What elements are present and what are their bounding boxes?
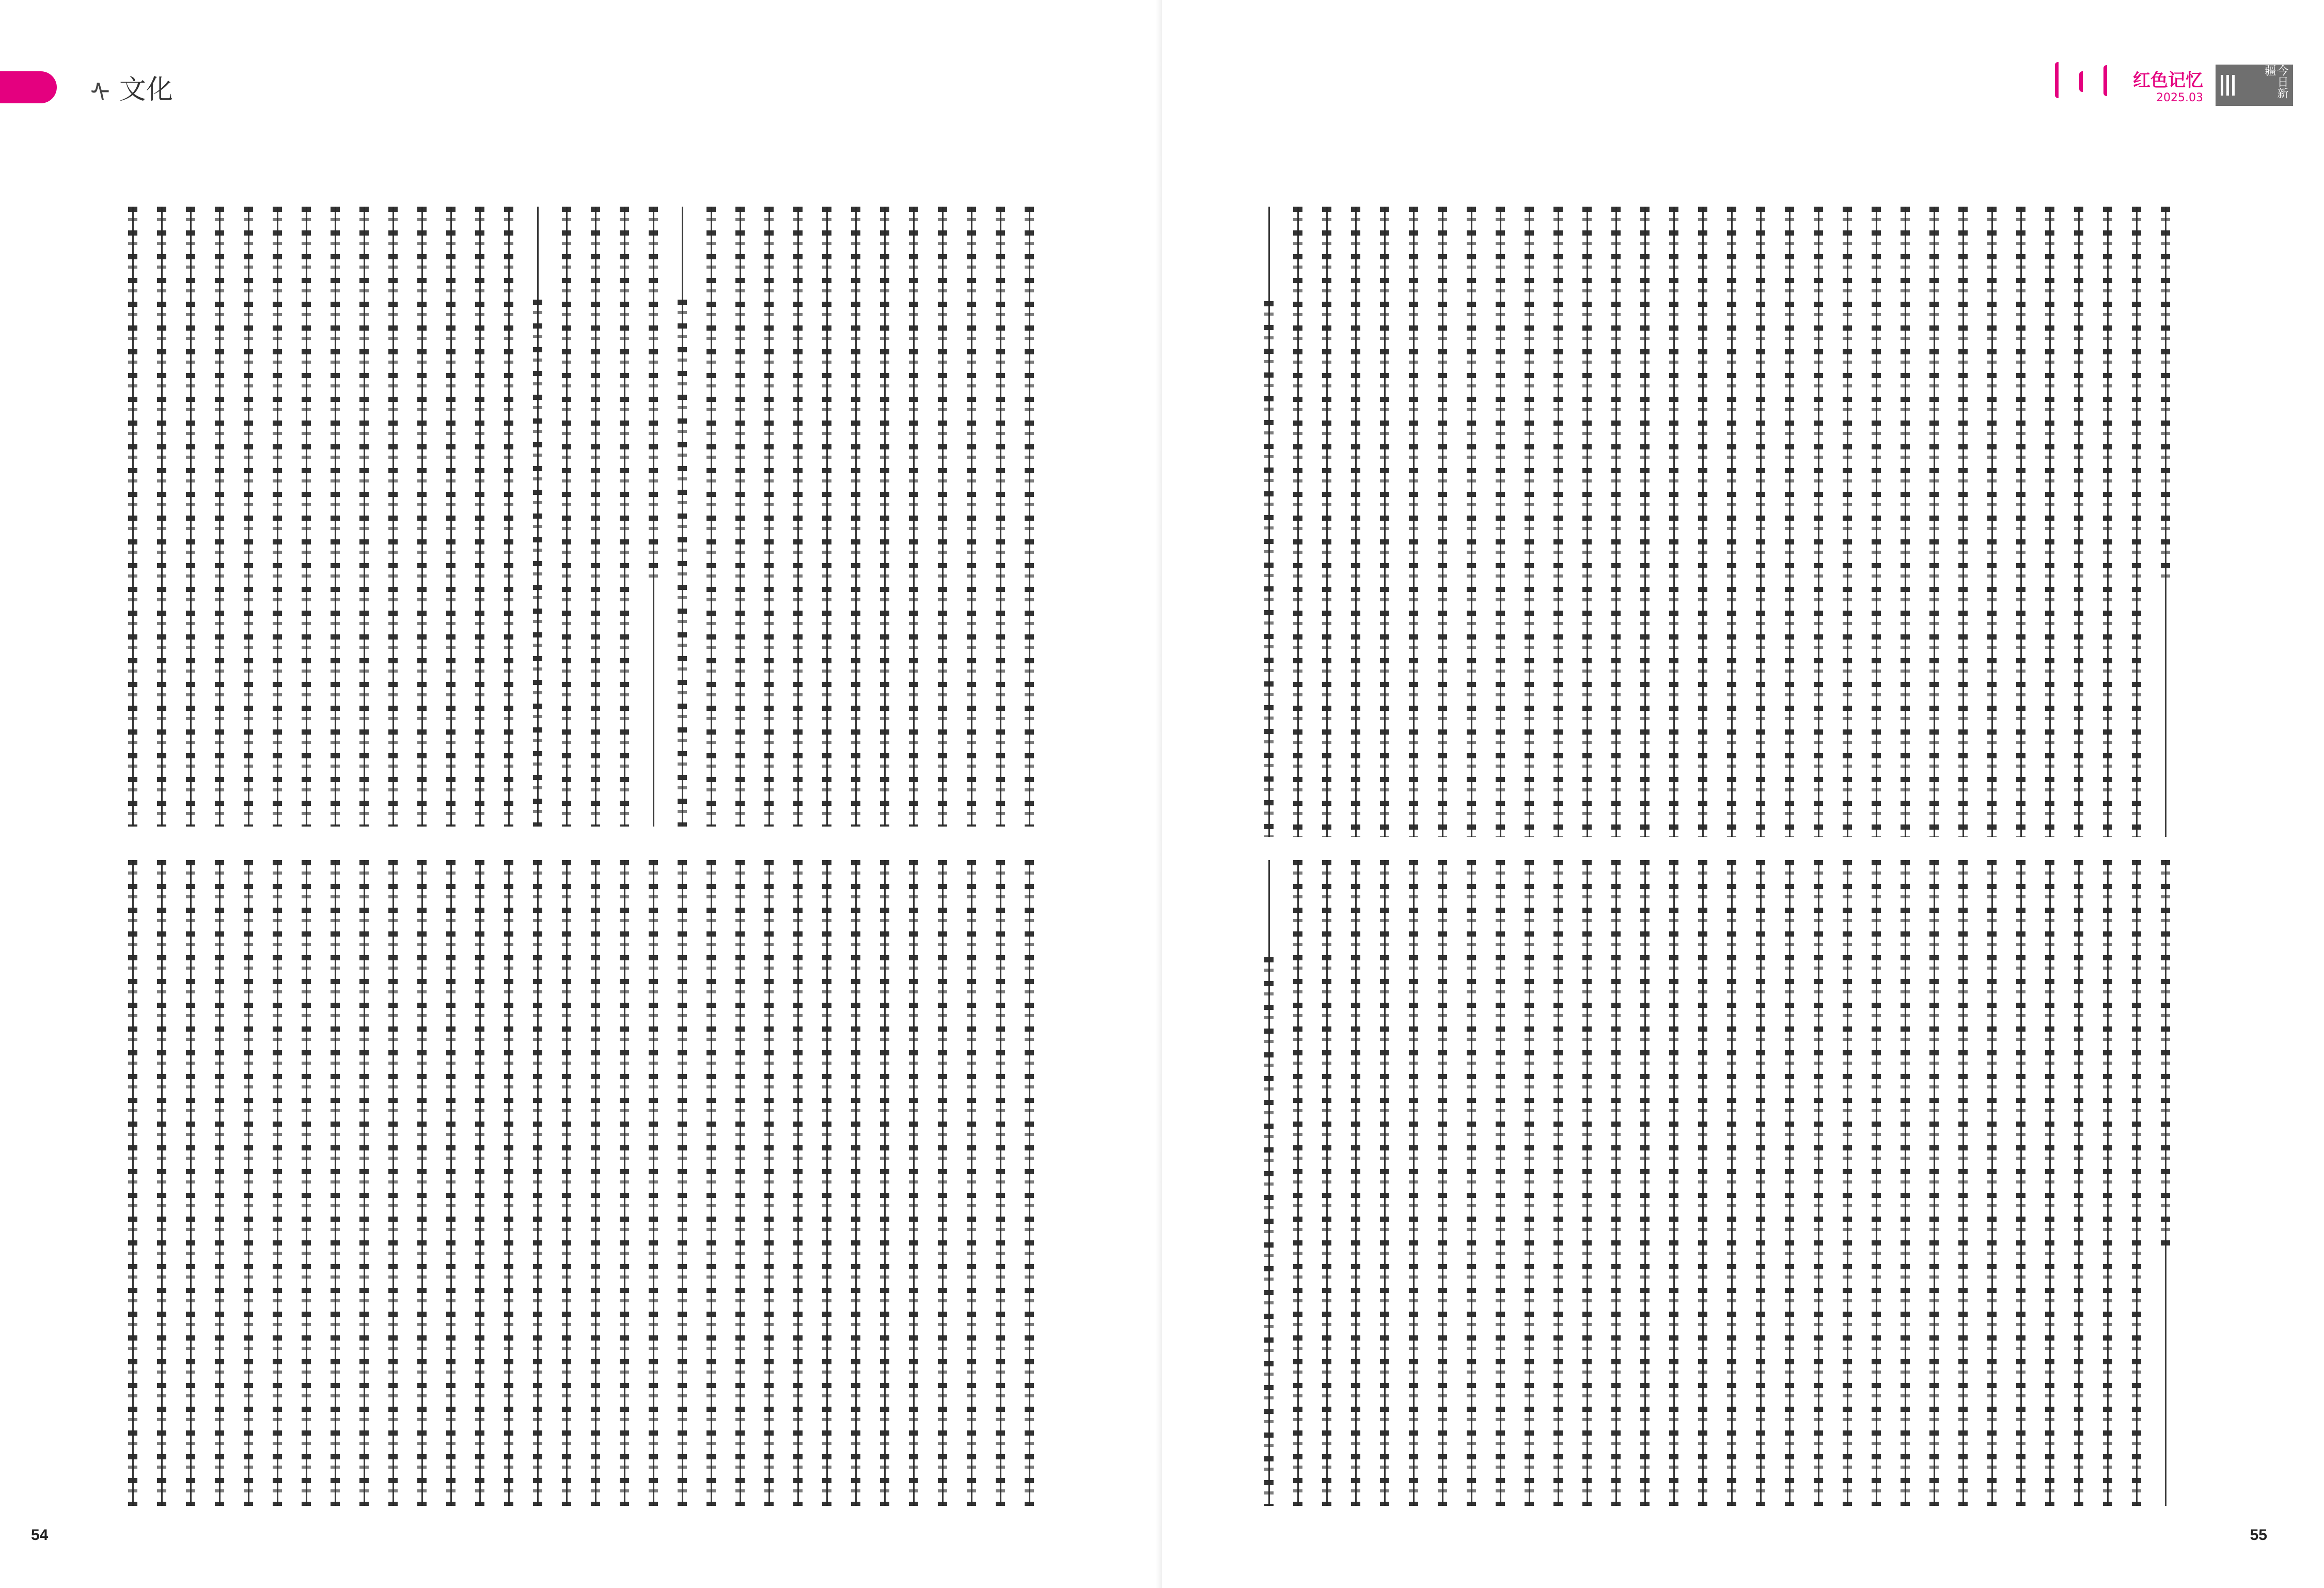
magazine-name: 今日新疆: [2263, 65, 2288, 99]
magazine-logo: [2216, 65, 2293, 106]
section-mongolian-glyph: ᠰ: [90, 78, 110, 108]
issue-date: 2025.03: [2156, 91, 2203, 104]
issue-title: 红色记忆: [2133, 70, 2203, 91]
section-tab-marker: [0, 71, 57, 103]
right-upper-text-block: [1255, 207, 2185, 837]
page-number-right: 55: [2250, 1527, 2267, 1544]
mongolian-logo: [2055, 62, 2121, 108]
section-header: [90, 66, 173, 107]
page-number-left: 54: [31, 1527, 49, 1544]
section-title: 文化: [119, 74, 173, 105]
right-lower-text-block: [1255, 860, 2185, 1506]
issue-info: [2133, 66, 2203, 104]
issue-header: [2055, 62, 2293, 108]
left-upper-text-block: [119, 207, 1048, 827]
left-lower-text-block: [119, 860, 1048, 1506]
right-page: [1162, 0, 2324, 1588]
